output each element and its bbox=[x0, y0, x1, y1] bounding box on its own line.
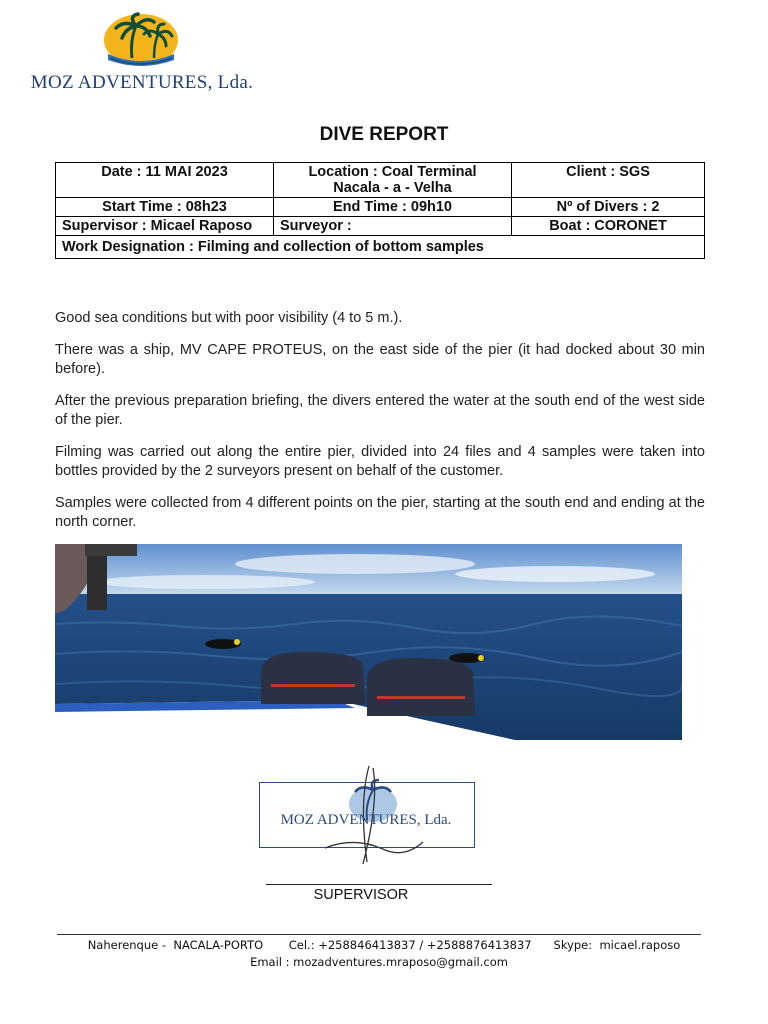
boat-cell: Boat : CORONET bbox=[512, 217, 705, 236]
date-cell: Date : 11 MAI 2023 bbox=[56, 163, 274, 198]
footer-contact: Naherenque - NACALA-PORTO Cel.: +258846413837 / +2588876413837 Skype: micael.raposo bbox=[87, 938, 681, 952]
end-time-cell: End Time : 09h10 bbox=[274, 198, 512, 217]
client-cell: Client : SGS bbox=[512, 163, 705, 198]
work-designation-cell: Work Designation : Filming and collection of bottom samples bbox=[56, 236, 705, 259]
company-logo bbox=[22, 10, 262, 92]
location-line-1: Location : Coal Terminal bbox=[308, 164, 477, 180]
divers-count-cell: Nº of Divers : 2 bbox=[512, 198, 705, 217]
report-title: DIVE REPORT bbox=[319, 124, 449, 145]
supervisor-cell: Supervisor : Micael Raposo bbox=[56, 217, 274, 236]
footer-email: Email : mozadventures.mraposo@gmail.com bbox=[250, 955, 508, 969]
table-row bbox=[56, 163, 705, 198]
location-cell bbox=[274, 163, 512, 198]
stamp-company-name: MOZ ADVENTURES, Lda. bbox=[280, 812, 452, 828]
location-line-2: Nacala - a - Velha bbox=[333, 180, 452, 196]
report-info-table bbox=[55, 162, 705, 259]
table-row bbox=[56, 198, 705, 217]
company-name-logo-text: MOZ ADVENTURES, Lda. bbox=[30, 72, 254, 93]
paragraph: Samples were collected from 4 different points on the pier, starting at the south end and ending at the north corner. bbox=[55, 494, 705, 530]
palm-trees-sun-icon bbox=[102, 10, 180, 68]
paragraph: Good sea conditions but with poor visibility (4 to 5 m.). bbox=[55, 310, 403, 326]
supervisor-label: SUPERVISOR bbox=[313, 887, 409, 903]
start-time-cell: Start Time : 08h23 bbox=[56, 198, 274, 217]
table-row bbox=[56, 217, 705, 236]
dive-site-photo bbox=[55, 544, 682, 740]
paragraph: There was a ship, MV CAPE PROTEUS, on the east side of the pier (it had docked about 30 min before). bbox=[55, 341, 705, 377]
report-body bbox=[55, 309, 705, 545]
table-row bbox=[56, 236, 705, 259]
paragraph: Filming was carried out along the entire pier, divided into 24 files and 4 samples were taken into bottles provided by the 2 surveyors present on behalf of the customer. bbox=[55, 443, 705, 479]
surveyor-cell: Surveyor : bbox=[274, 217, 512, 236]
company-stamp-signature bbox=[255, 762, 480, 872]
paragraph: After the previous preparation briefing, the divers entered the water at the south end of the west side of the pier. bbox=[55, 392, 705, 428]
signature-line bbox=[266, 884, 492, 885]
footer-divider bbox=[57, 934, 701, 935]
